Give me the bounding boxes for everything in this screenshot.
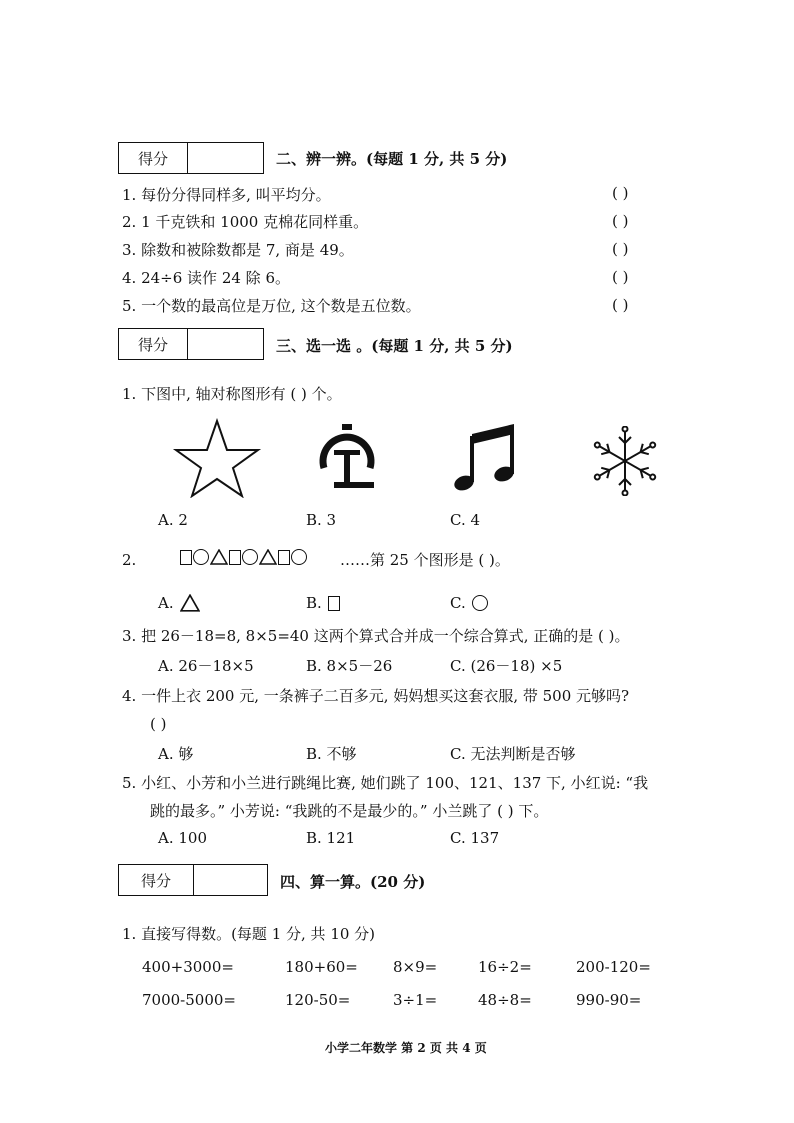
s3-q1-option-b: B. 3	[306, 511, 337, 529]
s2-answer-3[interactable]: ( )	[612, 240, 629, 258]
s3-q3-option-b: B. 8×5－26	[306, 657, 393, 675]
calc-r2-c4: 48÷8=	[478, 991, 532, 1009]
square-icon	[180, 550, 192, 565]
score-label: 得分	[119, 143, 188, 173]
railway-logo-figure	[314, 418, 380, 496]
s3-q2-number: 2.	[122, 551, 137, 569]
s2-item-2: 2. 1 千克铁和 1000 克棉花同样重。	[122, 213, 369, 231]
s3-q4-option-a: A. 够	[158, 745, 194, 763]
s3-q4-answer[interactable]: ( )	[150, 715, 167, 733]
section4-title: 四、算一算。(20 分)	[280, 873, 426, 891]
section2-title: 二、辨一辨。(每题 1 分, 共 5 分)	[276, 150, 508, 168]
s3-q3-option-c: C. (26－18) ×5	[450, 657, 563, 675]
s3-q5-option-a: A. 100	[158, 829, 207, 847]
calc-r2-c2: 120-50=	[285, 991, 351, 1009]
s3-q2-option-b	[306, 593, 340, 613]
star-figure	[172, 418, 262, 498]
score-box-section4	[118, 864, 268, 896]
option-label: B.	[306, 594, 322, 612]
s2-answer-4[interactable]: ( )	[612, 268, 629, 286]
page-footer: 小学二年数学 第 2 页 共 4 页	[325, 1041, 487, 1055]
calc-r1-c3: 8×9=	[393, 958, 438, 976]
s2-item-5: 5. 一个数的最高位是万位, 这个数是五位数。	[122, 297, 421, 315]
calc-r2-c1: 7000-5000=	[142, 991, 236, 1009]
s3-q1-option-c: C. 4	[450, 511, 481, 529]
triangle-icon	[210, 549, 228, 565]
s4-sub1: 1. 直接写得数。(每题 1 分, 共 10 分)	[122, 925, 376, 943]
snowflake-figure	[586, 426, 664, 496]
s2-answer-5[interactable]: ( )	[612, 296, 629, 314]
square-icon	[278, 550, 290, 565]
option-label: A.	[158, 594, 174, 612]
circle-icon	[193, 549, 209, 565]
square-icon	[229, 550, 241, 565]
section3-title: 三、选一选 。(每题 1 分, 共 5 分)	[276, 337, 513, 355]
s3-q4-option-c: C. 无法判断是否够	[450, 745, 576, 763]
s2-answer-1[interactable]: ( )	[612, 184, 629, 202]
shape-sequence	[180, 549, 307, 565]
triangle-icon	[180, 594, 200, 612]
circle-icon	[472, 595, 488, 611]
calc-r2-c5: 990-90=	[576, 991, 642, 1009]
s3-q1-option-a: A. 2	[158, 511, 188, 529]
score-box-section2	[118, 142, 264, 174]
music-note-figure	[450, 422, 522, 494]
s3-q5-line2: 跳的最多。” 小芳说: “我跳的不是最少的。” 小兰跳了 ( ) 下。	[150, 802, 549, 820]
s3-q3-text: 3. 把 26－18=8, 8×5=40 这两个算式合并成一个综合算式, 正确的是 ( )。	[122, 627, 630, 645]
calc-r1-c1: 400+3000=	[142, 958, 234, 976]
score-label: 得分	[119, 865, 194, 895]
calc-r1-c2: 180+60=	[285, 958, 358, 976]
s3-q5-line1: 5. 小红、小芳和小兰进行跳绳比赛, 她们跳了 100、121、137 下, 小红说: “我	[122, 774, 649, 792]
s3-q1-text: 1. 下图中, 轴对称图形有 ( ) 个。	[122, 385, 342, 403]
s3-q5-option-b: B. 121	[306, 829, 356, 847]
s3-q2-suffix: ……第 25 个图形是 ( )。	[340, 551, 510, 569]
s3-q2-option-c	[450, 593, 488, 613]
s3-q4-option-b: B. 不够	[306, 745, 357, 763]
s2-answer-2[interactable]: ( )	[612, 212, 629, 230]
s2-item-4: 4. 24÷6 读作 24 除 6。	[122, 269, 290, 287]
score-blank[interactable]	[188, 143, 263, 173]
s3-q4-text: 4. 一件上衣 200 元, 一条裤子二百多元, 妈妈想买这套衣服, 带 500 元够吗?	[122, 687, 630, 705]
square-icon	[328, 596, 340, 611]
score-blank[interactable]	[194, 865, 267, 895]
score-blank[interactable]	[188, 329, 263, 359]
s3-q5-option-c: C. 137	[450, 829, 500, 847]
circle-icon	[291, 549, 307, 565]
s2-item-1: 1. 每份分得同样多, 叫平均分。	[122, 186, 331, 204]
calc-r1-c5: 200-120=	[576, 958, 651, 976]
score-label: 得分	[119, 329, 188, 359]
s2-item-3: 3. 除数和被除数都是 7, 商是 49。	[122, 241, 354, 259]
score-box-section3	[118, 328, 264, 360]
circle-icon	[242, 549, 258, 565]
calc-r1-c4: 16÷2=	[478, 958, 532, 976]
calc-r2-c3: 3÷1=	[393, 991, 438, 1009]
s3-q2-option-a	[158, 593, 200, 613]
triangle-icon	[259, 549, 277, 565]
option-label: C.	[450, 594, 466, 612]
s3-q3-option-a: A. 26－18×5	[158, 657, 254, 675]
